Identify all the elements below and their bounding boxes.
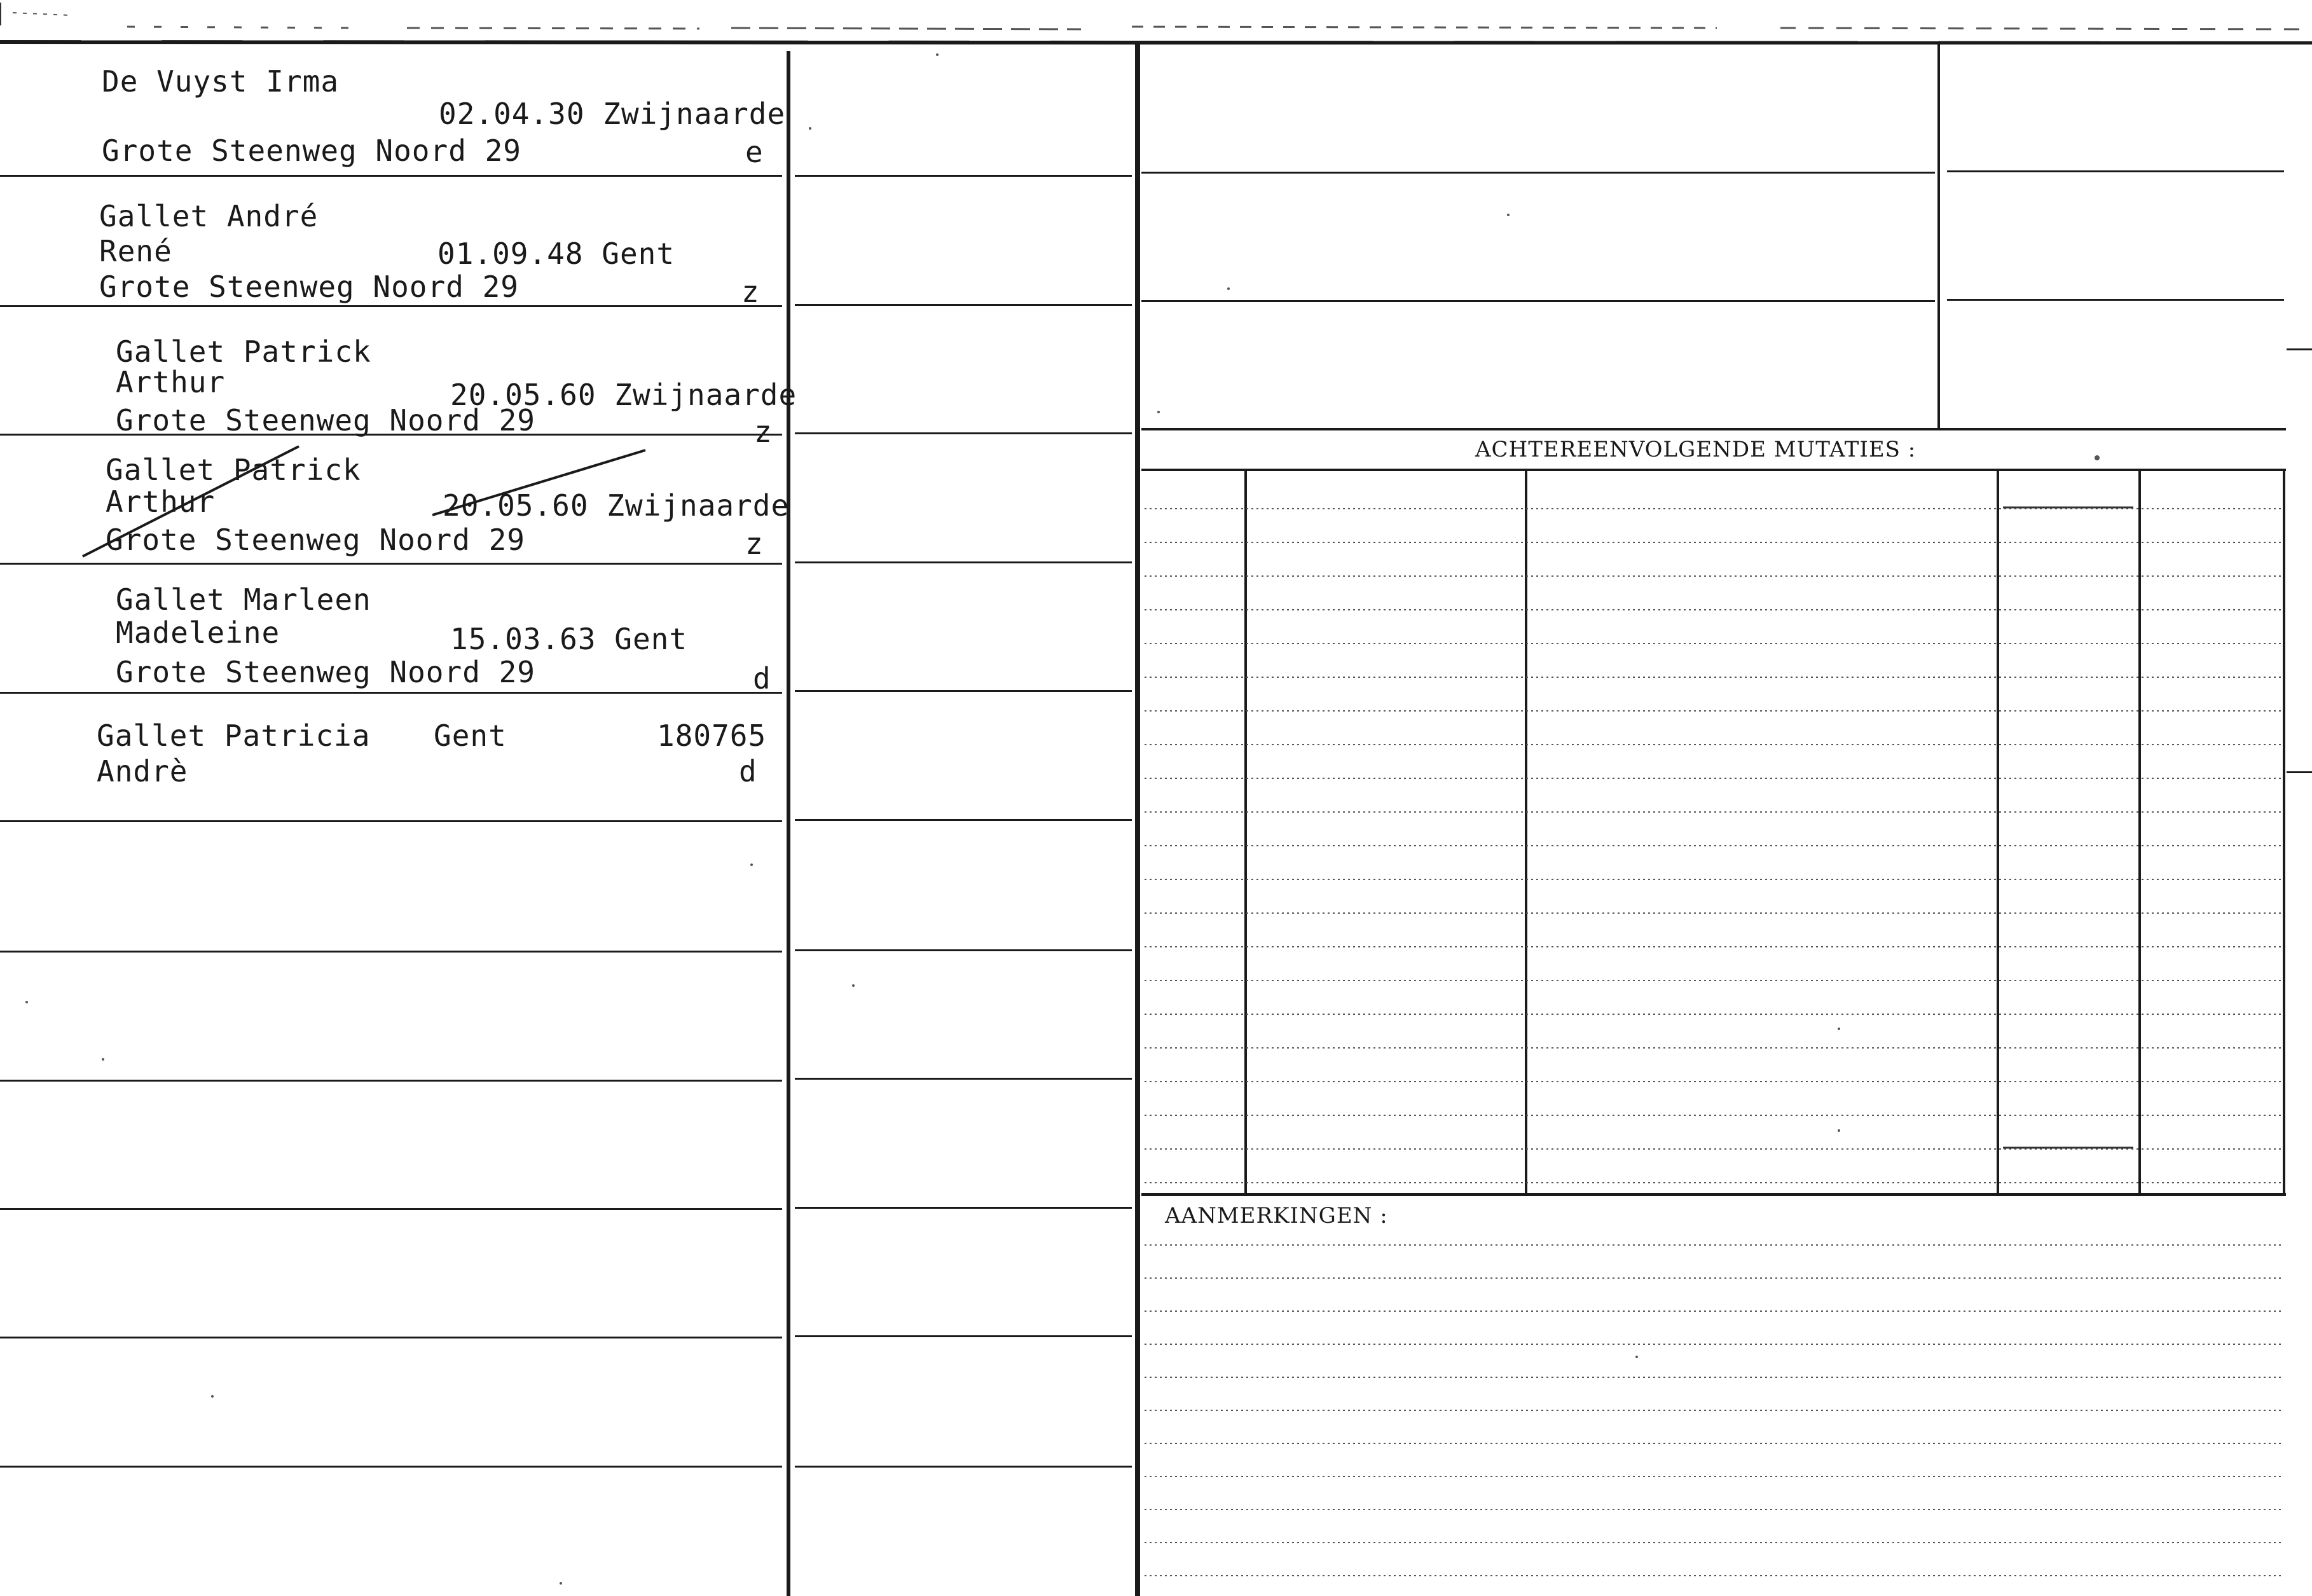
- mutations-heading: ACHTEREENVOLGENDE MUTATIES :: [1475, 437, 1916, 462]
- entry-name: Gallet Patrick: [106, 453, 361, 487]
- row-line: [1141, 172, 1935, 174]
- row-line: [795, 1335, 1132, 1337]
- edge-mark: [2287, 771, 2312, 773]
- row-line: [0, 951, 782, 953]
- entry-date-place: 15.03.63 Gent: [450, 622, 688, 656]
- entry-address: Grote Steenweg Noord 29: [116, 403, 535, 437]
- row-line: [795, 304, 1132, 306]
- entry-code: z: [754, 415, 773, 449]
- entry-address: Grote Steenweg Noord 29: [106, 523, 525, 557]
- entry-code: z: [745, 526, 764, 561]
- row-line: [795, 690, 1132, 692]
- left-column-divider: [787, 51, 790, 1596]
- row-line: [795, 561, 1132, 563]
- scan-speck: [1838, 1129, 1840, 1132]
- scan-speck: [936, 53, 939, 56]
- entry-place: Gent: [434, 719, 507, 753]
- scan-speck: [1157, 411, 1160, 413]
- top-scan-band: [0, 0, 2312, 45]
- row-line: [0, 305, 782, 307]
- entry-second-name: Arthur: [116, 365, 226, 399]
- entry-name: Gallet Patricia: [97, 719, 371, 753]
- strike-through-mark: [76, 439, 661, 566]
- scan-speck: [102, 1058, 104, 1061]
- row-line: [0, 1337, 782, 1338]
- mutations-dotted-rows: [1141, 471, 2286, 1195]
- top-right-divider: [1937, 45, 1940, 429]
- row-line: [795, 175, 1132, 177]
- mark-dot: [2095, 455, 2100, 460]
- row-line: [795, 819, 1132, 821]
- entry-second-name: Madeleine: [116, 616, 280, 650]
- entry-name: Gallet André: [99, 199, 319, 233]
- entry-number: 180765: [657, 719, 767, 753]
- entry-name: De Vuyst Irma: [102, 64, 340, 99]
- scan-speck: [750, 863, 753, 866]
- mutations-top-line: [1141, 428, 2286, 430]
- row-line: [0, 175, 782, 177]
- edge-mark: [2287, 348, 2312, 350]
- scan-speck: [211, 1395, 214, 1398]
- row-line: [0, 1208, 782, 1210]
- row-line: [1947, 170, 2284, 172]
- row-line: [1947, 299, 2284, 301]
- entry-code: e: [745, 135, 764, 169]
- entry-address: Grote Steenweg Noord 29: [99, 270, 519, 304]
- entry-date-place: 20.05.60 Zwijnaarde: [450, 378, 797, 412]
- row-line: [795, 1207, 1132, 1209]
- entry-date-place: 01.09.48 Gent: [437, 237, 675, 271]
- scan-speck: [852, 984, 855, 987]
- scan-speck: [560, 1582, 562, 1585]
- entry-date-place: 02.04.30 Zwijnaarde: [439, 97, 786, 131]
- entry-second-name: Arthur: [106, 485, 216, 519]
- entry-name: Gallet Marleen: [116, 582, 371, 617]
- scan-speck: [1507, 214, 1510, 216]
- row-line: [795, 949, 1132, 951]
- center-right-divider: [1135, 45, 1140, 1596]
- remarks-dotted-lines: [1141, 1208, 2286, 1590]
- entry-date-place: 20.05.60 Zwijnaarde: [443, 488, 790, 523]
- remarks-heading: AANMERKINGEN :: [1165, 1203, 1388, 1228]
- entry-address: Grote Steenweg Noord 29: [102, 134, 521, 168]
- row-line: [795, 1466, 1132, 1468]
- row-line: [0, 1466, 782, 1468]
- row-line: [0, 820, 782, 822]
- entry-address: Grote Steenweg Noord 29: [116, 655, 535, 689]
- row-line: [0, 692, 782, 694]
- entry-code: z: [741, 275, 760, 309]
- entry-code: d: [739, 754, 757, 788]
- entry-code: d: [753, 661, 771, 696]
- row-line: [0, 1080, 782, 1082]
- entry-second-name: Andrè: [97, 754, 188, 788]
- scan-speck: [1635, 1356, 1638, 1358]
- row-line: [1141, 300, 1935, 302]
- scan-speck: [809, 127, 811, 130]
- scan-speck: [1838, 1028, 1840, 1030]
- entry-name: Gallet Patrick: [116, 334, 371, 369]
- scan-speck: [1227, 287, 1230, 290]
- scan-speck: [25, 1001, 28, 1003]
- entry-second-name: René: [99, 234, 172, 268]
- row-line: [795, 1078, 1132, 1080]
- row-line: [795, 432, 1132, 434]
